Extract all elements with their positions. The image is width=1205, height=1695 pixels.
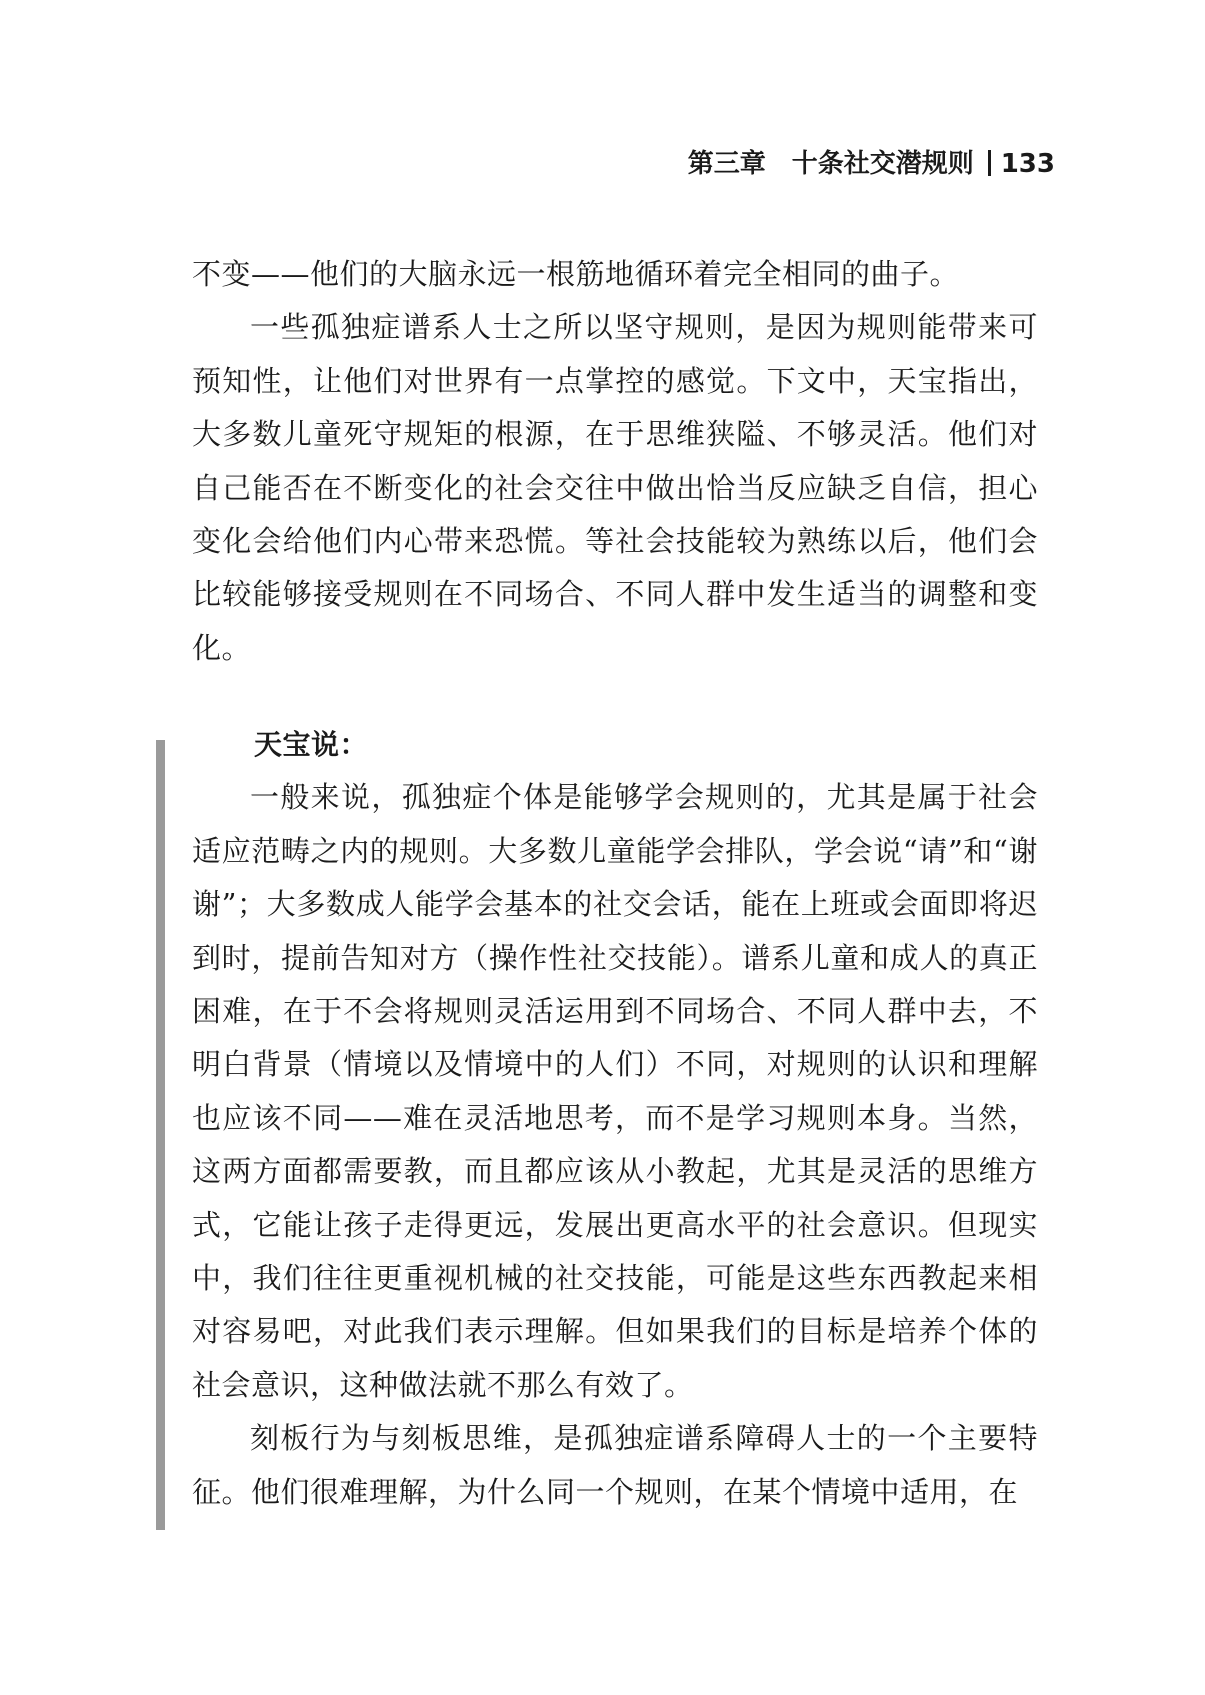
- top-text-block: [192, 248, 1038, 675]
- sidebar-paragraph: 一般来说，孤独症个体是能够学会规则的，尤其是属于社会适应范畴之内的规则。大多数儿童能学会排队，学会说“请”和“谢谢”；大多数成人能学会基本的社交会话，能在上班或会面即将迟到时，提前告知对方（操作性社交技能）。谱系儿童和成人的真正困难，在于不会将规则灵活运用到不同场合、不同人群中去，不明白背景（情境以及情境中的人们）不同，对规则的认识和理解也应该不同——难在灵活地思考，而不是学习规则本身。当然，这两方面都需要教，而且都应该从小教起，尤其是灵活的思维方式，它能让孩子走得更远，发展出更高水平的社会意识。但现实中，我们往往更重视机械的社交技能，可能是这些东西教起来相对容易吧，对此我们表示理解。但如果我们的目标是培养个体的社会意识，这种做法就不那么有效了。: [192, 780, 1038, 1402]
- running-header: [688, 146, 1055, 182]
- paragraph: 一些孤独症谱系人士之所以坚守规则，是因为规则能带来可预知性，让他们对世界有一点掌控的感觉。下文中，天宝指出，大多数儿童死守规矩的根源，在于思维狭隘、不够灵活。他们对自己能否在不断变化的社会交往中做出恰当反应缺乏自信，担心变化会给他们内心带来恐慌。等社会技能较为熟练以后，他们会比较能够接受规则在不同场合、不同人群中发生适当的调整和变化。: [192, 310, 1038, 665]
- header-separator: [988, 150, 991, 176]
- sidebar-box: [192, 718, 1038, 1519]
- sidebar-paragraph: 刻板行为与刻板思维，是孤独症谱系障碍人士的一个主要特征。他们很难理解，为什么同一个规则，在某个情境中适用，在: [192, 1421, 1038, 1509]
- page-number: 133: [1000, 149, 1055, 179]
- sidebar-accent-bar: [156, 740, 165, 1530]
- header-title: 十条社交潜规则: [791, 149, 974, 179]
- header-chapter: 第三章: [687, 149, 766, 179]
- paragraph-continuation: 不变——他们的大脑永远一根筋地循环着完全相同的曲子。: [192, 257, 960, 291]
- sidebar-box-title: 天宝说：: [254, 728, 369, 761]
